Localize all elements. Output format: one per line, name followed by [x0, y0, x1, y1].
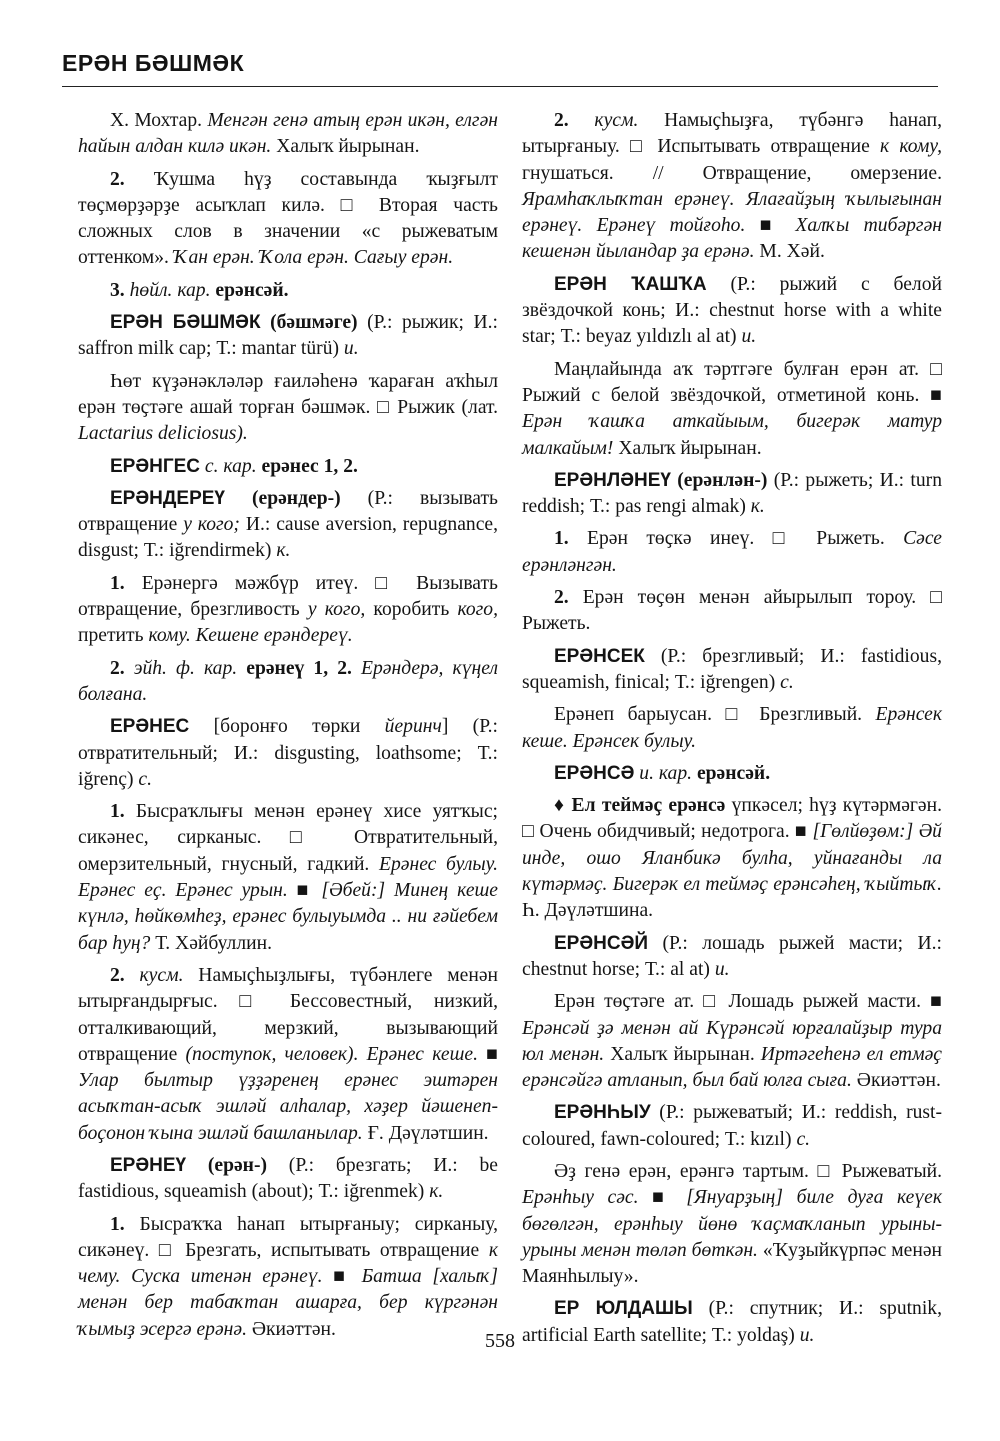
dictionary-paragraph: [78, 963, 498, 1147]
entry-text: Т. Хәйбуллин.: [150, 932, 272, 954]
dictionary-paragraph: [522, 702, 942, 755]
entry-text: 1.: [554, 528, 588, 550]
entry-text: (бәшмәге): [260, 312, 358, 334]
entry-text: Ерән ҡашҡа аткайыым, бигерәк матур малкайым!: [522, 411, 942, 459]
entry-text: (Р.: рыжеть; И.: turn reddish; Т.: pas rengi almak): [522, 469, 942, 518]
entry-text: (ерәнлән-): [670, 469, 768, 491]
entry-text: йеринч: [384, 716, 442, 738]
entry-text: (Р.: вызывать отвращение: [78, 487, 498, 536]
entry-text: кусм.: [139, 964, 184, 986]
headword: ЕРӘНСӘ: [554, 762, 635, 784]
right-column: [522, 108, 942, 1355]
entry-text: (Р.: брезгливый; И.: fastidious, squeamish, finical; Т.: iğrengen): [522, 645, 942, 693]
entry-text: ■: [287, 880, 322, 902]
entry-text: Халыҡ йырынан.: [271, 136, 420, 158]
headword: ЕРӘН ҠАШҠА: [554, 273, 707, 295]
entry-text: Ғ. Дәүләтшин.: [362, 1122, 489, 1144]
headword: ЕРӘНСӘЙ: [554, 932, 649, 954]
headword: ЕРӘН БӘШМӘК: [110, 312, 261, 334]
running-header: ЕРӘН БӘШМӘК: [62, 50, 245, 76]
dictionary-paragraph: [78, 1212, 498, 1343]
dictionary-paragraph: [522, 1159, 942, 1290]
entry-text: (поступок, человек). Ерәнес кеше.: [185, 1043, 478, 1065]
dictionary-paragraph: [522, 585, 942, 638]
entry-text: (Р.: спутник; И.: sputnik, artificial Earth satellite; Т.: yoldaş): [522, 1298, 942, 1346]
entry-text: Ерәнергә мәжбүр итеү. □ Вызывать отвращение, брезгливость: [78, 572, 498, 621]
dictionary-paragraph: [78, 1153, 498, 1206]
entry-text: и.: [714, 958, 730, 980]
entry-text: [Әбей:] Минең кеше күнлә, һөйкөмһеҙ, ерәнес булыуымда .. ни ғәйебем бар һуң?: [78, 880, 498, 954]
headword: ЕРӘНЕС: [110, 716, 190, 738]
headword: ЕРӘНҺЫУ: [554, 1102, 651, 1124]
dictionary-paragraph: [78, 369, 498, 448]
entry-text: и.: [741, 326, 757, 348]
dictionary-paragraph: [78, 486, 498, 565]
entry-text: 2.: [554, 110, 595, 131]
entry-text: кусм.: [594, 110, 639, 131]
entry-text: с.: [796, 1128, 811, 1150]
entry-text: Бысраҡҡа һанап ытырғаныу; сирканыу, сикәнеү. □ Брезгать, испытывать отвращение: [78, 1213, 499, 1261]
entry-text: к.: [276, 540, 291, 562]
entry-text: коробить: [365, 599, 458, 621]
entry-text: 2.: [110, 657, 134, 679]
entry-text: Халыҡ йырынан.: [604, 1043, 761, 1065]
entry-text: к кому,: [880, 136, 942, 158]
dictionary-paragraph: [78, 108, 498, 161]
entry-text: к.: [429, 1181, 444, 1203]
dictionary-paragraph: [78, 656, 498, 709]
left-column: [78, 108, 498, 1349]
entry-text: Намыҫһыҙлығы, түбәнлеге менән ытырғандырғыс. □ Бессовестный, низкий, отталкивающий, мерзкий, вызывающий отвращение: [78, 964, 498, 1065]
entry-text: (Р.: лошадь рыжей масти; И.: chestnut horse; Т.: al at): [522, 932, 942, 980]
dictionary-paragraph: [78, 714, 498, 793]
entry-text: һөйл. кар.: [129, 279, 211, 301]
entry-text: ерәнес 1, 2.: [256, 455, 358, 477]
dictionary-paragraph: [522, 526, 942, 579]
entry-text: ■: [745, 215, 796, 237]
dictionary-paragraph: [78, 571, 498, 650]
entry-text: Халыҡ йырынан.: [613, 437, 762, 459]
headword: ЕРӘНЕҮ: [110, 1154, 187, 1176]
entry-text: кого,: [457, 599, 498, 621]
entry-text: Ерәнһыу сәс.: [522, 1187, 639, 1209]
header-rule: [62, 86, 938, 87]
entry-text: Әкиәттән.: [246, 1318, 336, 1340]
entry-text: ерәнеү 1, 2.: [237, 657, 352, 679]
dictionary-paragraph: [522, 272, 942, 351]
dictionary-paragraph: [78, 167, 498, 272]
entry-text: 1.: [110, 572, 142, 594]
entry-text: к чему. Суска итенән ерәнеү.: [78, 1239, 498, 1288]
entry-text: Ерәнсек кеше. Ерәнсек булыу.: [522, 704, 942, 752]
entry-text: претить: [78, 625, 149, 647]
entry-text: с. кар.: [200, 455, 257, 477]
entry-text: (Р.: рыжеватый; И.: reddish, rust-coloured, fawn-coloured; Т.: kızıl): [522, 1102, 942, 1150]
dictionary-paragraph: [522, 468, 942, 521]
entry-text: Батша [халыҡ] менән бер табаҡтан ашарға, бер күргәнән ҡымыҙ эсергә ерәнә.: [78, 1266, 498, 1340]
entry-text: Lactarius deliciosus).: [78, 423, 248, 445]
entry-text: Иртәгеһенә ел етмәҫ ерәнсәйгә атланып, был бай юлға сыға.: [522, 1043, 942, 1092]
entry-text: Ерән төҫөн менән айырылып тороу. □ Рыжеть.: [522, 587, 943, 635]
dictionary-paragraph: [522, 793, 942, 924]
entry-text: у кого;: [183, 514, 240, 536]
entry-text: [Януарҙың] биле дуға кеүек бөгөлгән, ерәнһыу йөнө ҡаҫмаҡланып урыны-урыны менән төләп бөткән.: [522, 1187, 942, 1261]
entry-text: и.: [343, 338, 359, 360]
entry-text: Һ. Дәүләтшина.: [522, 900, 654, 922]
entry-text: ♦ Ел теймәҫ ерәнсә: [554, 795, 726, 817]
entry-text: 2.: [110, 964, 140, 986]
entry-text: Ерән төҫкә инеү. □ Рыжеть.: [587, 528, 904, 550]
entry-text: үпкәсел; һүҙ күтәрмәгән. □ Очень обидчивый; недотрога. ■: [522, 795, 943, 843]
entry-text: 2.: [554, 587, 583, 609]
entry-text: Ярамһаҡлыҡтан ерәнеү. Ялағайҙың ҡылығынан ерәнеү. Ерәнеү тойғоһо.: [522, 188, 942, 237]
entry-text: Бысраҡлығы менән ерәнеү хисе уятҡыс; сикәнес, сирканыс. □ Отвратительный, омерзительный, гнусный, гадкий.: [78, 801, 498, 875]
entry-text: «Ҡуҙыйкүрпәс менән Маянһылыу».: [522, 1239, 943, 1288]
dictionary-paragraph: [78, 799, 498, 957]
entry-text: ерәнсәй.: [692, 762, 771, 784]
entry-text: и. кар.: [634, 762, 693, 784]
entry-text: с.: [780, 671, 794, 693]
dictionary-paragraph: [522, 931, 942, 984]
entry-text: Халҡы тибәргән кешенән йыландар ҙа ерәнә.: [522, 215, 942, 263]
entry-text: Ерәндерә, күңел болғана.: [78, 657, 498, 705]
page-number: 558: [485, 1330, 515, 1352]
entry-text: 1.: [110, 1213, 140, 1235]
entry-text: (Р.: брезгать; И.: be fastidious, squeamish (about); Т.: iğrenmek): [78, 1154, 498, 1203]
entry-text: к.: [750, 496, 765, 518]
headword: ЕРӘНДЕРЕҮ: [110, 487, 225, 509]
entry-text: М. Хәй.: [754, 241, 825, 263]
entry-text: Ҡушма һүҙ составында ҡыҙғылт төҫмөрҙәрҙе асыҡлап килә. □ Вторая часть сложных слов в значении «с рыжеватым оттенком».: [78, 168, 498, 269]
entry-text: (ерәндер-): [224, 487, 341, 509]
entry-text: (Р.: рыжий с белой звёздочкой конь; И.: chestnut horse with a white star; Т.: beyaz yıldızlı al at): [522, 273, 942, 348]
entry-text: и.: [799, 1324, 815, 1346]
entry-text: 3.: [110, 279, 130, 301]
dictionary-paragraph: [522, 989, 942, 1094]
entry-text: Менгән генә атың ерән икән, елгән һайын алдан килә икән.: [78, 110, 498, 158]
entry-text: Һөт күҙәнәкләләр ғаиләһенә ҡараған аҡһыл ерән төҫтәге ашай торған бәшмәк. □ Рыжик (лат.: [78, 370, 498, 418]
entry-text: ] (Р.: отвратительный; И.: disgusting, loathsome; Т.: iğrenç): [78, 716, 498, 790]
entry-text: гнушаться. // Отвращение, омерзение.: [522, 162, 942, 184]
headword: ЕРӘНЛӘНЕҮ: [554, 469, 671, 491]
entry-text: 2.: [110, 168, 154, 190]
entry-text: ерәнсәй.: [210, 279, 289, 301]
entry-text: Ерән төҫтәге ат. □ Лошадь рыжей масти. ■: [554, 991, 942, 1013]
entry-text: Маңлайында аҡ тәртгәге булған ерән ат. □ Рыжий с белой звёздочкой, отметиной конь. ■: [522, 358, 942, 406]
entry-text: 1.: [110, 801, 136, 823]
entry-text: кому. Кешене ерәндереү.: [148, 625, 353, 647]
headword: ЕР ЮЛДАШЫ: [554, 1298, 693, 1320]
dictionary-paragraph: [78, 454, 498, 480]
headword: ЕРӘНГЕС: [110, 455, 201, 477]
entry-text: [боронғо төрки: [189, 716, 385, 738]
entry-text: Сәсе ерәнләнгән.: [522, 528, 942, 576]
dictionary-paragraph: [78, 278, 498, 304]
entry-text: (Р.: рыжик; И.: saffron milk cap; Т.: mantar türü): [78, 312, 498, 360]
entry-text: Ерәнеп барыусан. □ Брезгливый.: [554, 704, 876, 726]
entry-text: Әкиәттән.: [851, 1070, 941, 1092]
entry-text: у кого,: [307, 599, 366, 621]
entry-text: Улар былтыр үҙҙәренең ерәнес эштәрен асыҡтан-асыҡ эшләй алһалар, хәҙер йәшенеп-боҫонон ҡына эшләй башланылар.: [78, 1070, 498, 1144]
entry-text: Ерәнсәй ҙә менән ай Күрәнсәй юрғалайҙыр тура юл менән.: [522, 1017, 942, 1065]
headword: ЕРӘНСЕК: [554, 645, 645, 667]
entry-text: Х. Мохтар.: [110, 110, 208, 131]
entry-text: ■: [322, 1266, 362, 1288]
dictionary-paragraph: [522, 357, 942, 462]
entry-text: [Гөлйөҙөм:] Әй инде, ошо Яланбикә булһа, уйнағанды ла күтәрмәҫ. Бигерәк ел теймәҫ ерәнсәһең, ҡыйтыҡ.: [522, 821, 942, 896]
entry-text: ■: [477, 1043, 499, 1065]
dictionary-paragraph: [522, 761, 942, 787]
entry-text: Ҡан ерән. Ҡола ерән. Сағыу ерән.: [173, 247, 454, 269]
entry-text: И.: cause aversion, repugnance, disgust; Т.: iğrendirmek): [78, 514, 498, 562]
entry-text: с.: [138, 768, 152, 790]
entry-text: Әҙ генә ерән, ерәнгә тартым. □ Рыжеватый.: [554, 1160, 942, 1182]
entry-text: эйһ. ф. кар.: [133, 657, 238, 679]
entry-text: Ерәнес булыу. Ерәнес еҫ. Ерәнес урын.: [78, 853, 498, 902]
dictionary-paragraph: [78, 310, 498, 363]
entry-text: Намыҫһыҙға, түбәнгә һанап, ытырғаныу. □ Испытывать отвращение: [522, 110, 942, 158]
dictionary-paragraph: [522, 644, 942, 697]
entry-text: ■: [638, 1187, 687, 1209]
dictionary-paragraph: [522, 1100, 942, 1153]
entry-text: (ерән-): [186, 1154, 268, 1176]
dictionary-paragraph: [522, 108, 942, 266]
